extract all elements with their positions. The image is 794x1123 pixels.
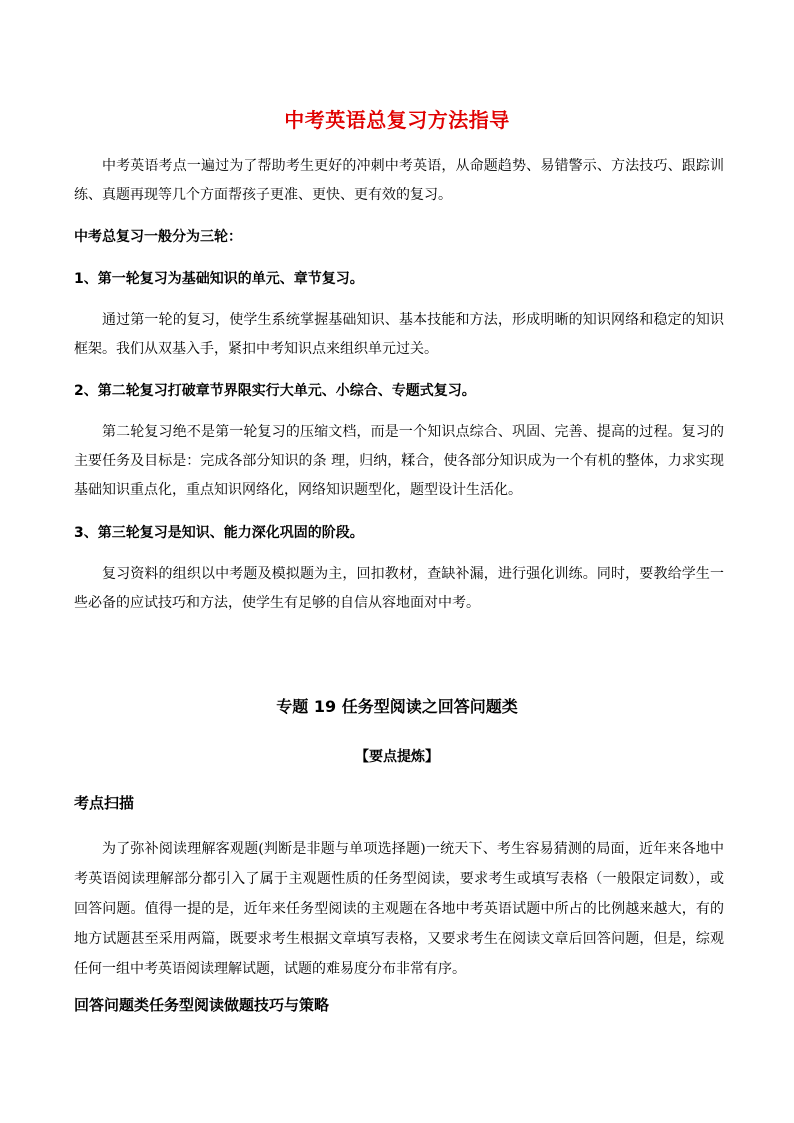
topic-title: 专题 19 任务型阅读之回答问题类 xyxy=(276,697,518,716)
round1-paragraph: 通过第一轮的复习，使学生系统掌握基础知识、基本技能和方法，形成明晰的知识网络和稳定的知识框架。我们从双基入手，紧扣中考知识点来组织单元过关。 xyxy=(74,312,724,357)
scan-heading: 考点扫描 xyxy=(74,794,135,812)
round3-heading: 3、第三轮复习是知识、能力深化巩固的阶段。 xyxy=(74,525,364,541)
round3-paragraph: 复习资料的组织以中考题及模拟题为主，回扣教材，查缺补漏，进行强化训练。同时，要教给学生一些必备的应试技巧和方法，使学生有足够的自信从容地面对中考。 xyxy=(74,566,724,611)
intro-paragraph: 中考英语考点一遍过为了帮助考生更好的冲刺中考英语，从命题趋势、易错警示、方法技巧、跟踪训练、真题再现等几个方面帮孩子更准、更快、更有效的复习。 xyxy=(74,158,724,203)
document-title: 中考英语总复习方法指导 xyxy=(284,108,510,132)
key-points-title: 【要点提炼】 xyxy=(355,749,439,765)
round1-heading: 1、第一轮复习为基础知识的单元、章节复习。 xyxy=(74,271,364,287)
rounds-heading: 中考总复习一般分为三轮： xyxy=(74,229,242,245)
round2-paragraph: 第二轮复习绝不是第一轮复习的压缩文档，而是一个知识点综合、巩固、完善、提高的过程。复习的主要任务及目标是：完成各部分知识的条 理，归纳，糅合，使各部分知识成为一个有机的整体，力求实现基础知识重点化，重点知识网络化，网络知识题型化，题型设计生活化。 xyxy=(74,424,724,498)
strategy-heading: 回答问题类任务型阅读做题技巧与策略 xyxy=(74,996,330,1014)
scan-paragraph: 为了弥补阅读理解客观题(判断是非题与单项选择题)一统天下、考生容易猜测的局面，近年来各地中考英语阅读理解部分都引入了属于主观题性质的任务型阅读，要求考生或填写表格（一般限定词数），或回答问题。值得一提的是，近年来任务型阅读的主观题在各地中考英语试题中所占的比例越来越大，有的地方试题甚至采用两篇，既要求考生根据文章填写表格，又要求考生在阅读文章后回答问题，但是，综观任何一组中考英语阅读理解试题，试题的难易度分布非常有序。 xyxy=(74,841,724,977)
round2-heading: 2、第二轮复习打破章节界限实行大单元、小综合、专题式复习。 xyxy=(74,383,476,399)
